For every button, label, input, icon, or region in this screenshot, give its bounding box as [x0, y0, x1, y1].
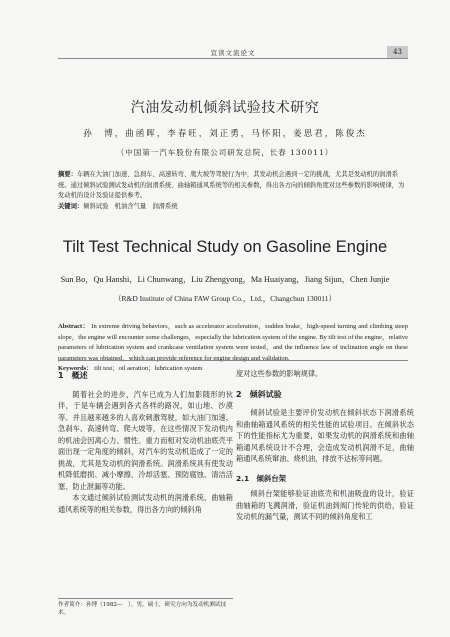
section-1-continuation: 度对这些参数的影响规律。	[236, 369, 323, 378]
chinese-affiliation: （中国第一汽车股份有限公司研发总院，长春 130011）	[116, 148, 334, 157]
english-keywords-text: tilt test；oil aeration；lubrication system	[94, 365, 203, 372]
chinese-abstract-text: 车辆在大油门加速、急刹车、高速转弯、爬大坡等驾驶行为中，其发动机会遇到一定的挑战，尤其是发动机的润滑系统。通过倾斜试验测试发动机的润滑系统、曲轴箱通风系统等的相关参数，得出各方向的倾斜角度对这些参数的影响规律，为发动机的设计及验证提供参考。	[58, 171, 405, 199]
english-authors: Sun Bo，Qu Hanshi，Li Chunwang，Liu Zhengyong，Ma Huaiyang，Jiang Sijun，Chen Junjie	[60, 275, 390, 284]
chinese-authors: 孙 博，曲函晖，李春旺，刘正勇，马怀阳，姜思君，陈俊杰	[83, 129, 367, 139]
section-2-1-heading: 2.1 倾斜台架	[236, 473, 287, 483]
section-2-paragraph-1: 倾斜试验是主要评价发动机在倾斜状态下润滑系统和曲轴箱通风系统的相关性能的试验项目。在倾斜状态下的性能指标尤为重要，如果发动机的润滑系统和曲轴箱通风系统设计不合理，会造成发动机润滑不足，曲轴箱通风系统窜油、烧机油，排放不达标等问题。	[236, 408, 414, 463]
author-footnote: 作者简介：孙博（1982— ），男，硕士，研究方向为发动机测试技术。	[58, 598, 233, 617]
english-abstract-label: Abstract：	[58, 323, 90, 330]
english-title: Tilt Test Technical Study on Gasoline Engine	[62, 238, 388, 256]
chinese-title: 汽油发动机倾斜试验技术研究	[130, 100, 320, 116]
section-1-paragraph-2: 本文通过倾斜试验测试发动机的润滑系统、曲轴箱通风系统等的相关参数，得出各方向的倾斜角	[58, 493, 233, 514]
page-number: 43	[387, 46, 408, 58]
body-column-left	[58, 368, 233, 515]
english-abstract	[58, 322, 408, 375]
english-affiliation: （R&D Institute of China FAW Group Co.，Ltd.，Changchun 130011）	[114, 294, 336, 303]
section-2-1-paragraph-1: 倾斜台架能够验证油底壳和机油吸盘的设计，验证曲轴箱的飞溅润滑，验证机油到阀门传轮的供给，验证发动机的漏气量，测试不同的倾斜角度和工	[236, 489, 414, 521]
chinese-abstract	[58, 170, 408, 212]
english-keywords-label: Keywords：	[58, 365, 93, 372]
section-2-heading: 2 倾斜试验	[236, 389, 282, 399]
english-abstract-text: In extreme driving behaviors，such as accelerator acceleration，sudden brake，high-speed turning and climbing steep slope，the engine will encounter some challenges，especially the lubrication system of the engine. By tilt test of the engine，relative parameters of lubrication system and crankcase ventilation system were tested，and the influence law of inclination angle on these parameters was obtained，which can provide reference for engine design and validation.	[58, 323, 408, 362]
chinese-abstract-label: 摘要：	[58, 171, 77, 178]
chinese-keywords-text: 倾斜试验 机油含气量 润滑系统	[83, 202, 178, 210]
body-column-right	[236, 368, 414, 523]
section-1-heading: 1 概述	[58, 371, 88, 380]
chinese-keywords-label: 关键词：	[58, 202, 84, 210]
abstract-divider	[58, 360, 408, 361]
running-header	[58, 46, 408, 59]
section-1-paragraph-1: 随着社会的进步，汽车已成为人们加影随形的伙伴，于是车辆会遇到各式各样的路况，如山地、沙漠等。并且越来越多的人喜欢刺激驾驶，如大油门加速、急刹车、高速转弯、爬大坡等，在这些情况下发动机内的机油会因离心力、惯性、重力而相对发动机油底壳平面出现一定角度的倾斜，对汽车的发动机造成了一定的挑战，尤其是发动机的润滑系统。润滑系统具有使发动机降低磨损、减小摩擦、冷却活塞、预防腐蚀、清洁活塞、防止泄漏等功能。	[58, 389, 233, 491]
journal-name: 宣读文流论文	[210, 49, 256, 57]
